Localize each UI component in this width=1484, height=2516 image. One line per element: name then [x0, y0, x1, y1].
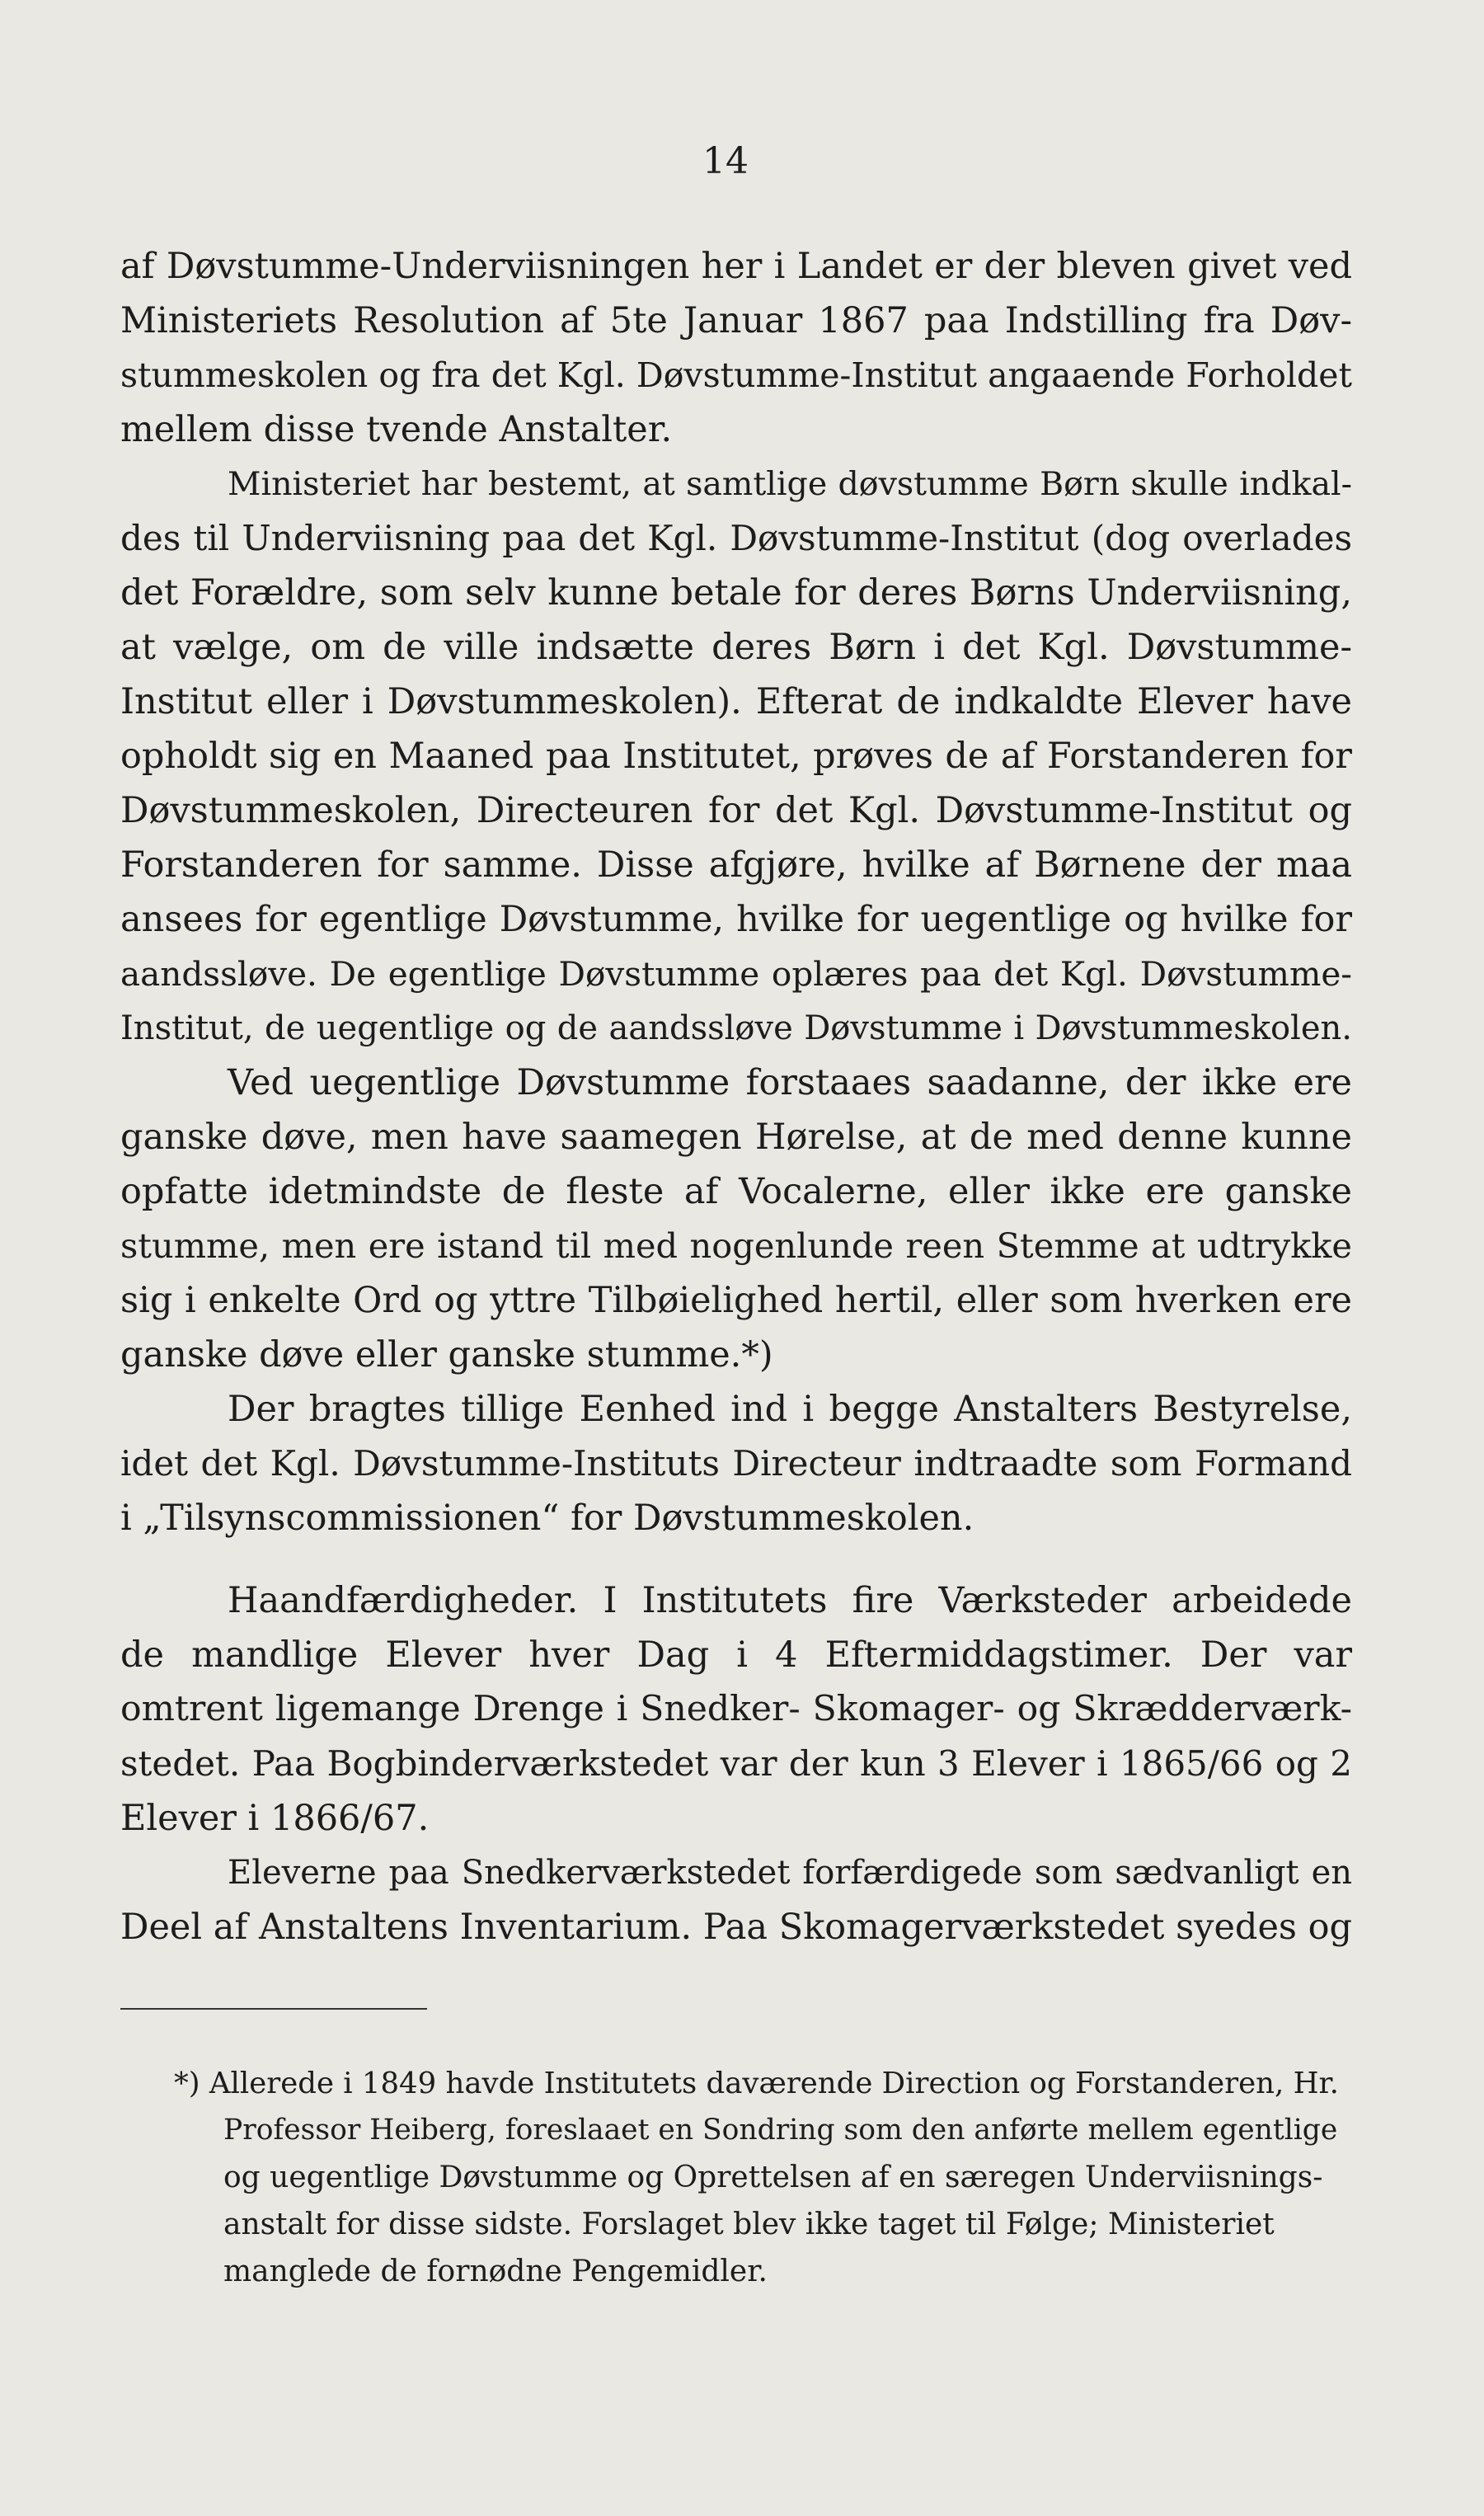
text-line: de mandlige Elever hver Dag i 4 Eftermiddagstimer. Der var [120, 1634, 1352, 1676]
text-line: des til Underviisning paa det Kgl. Døvstumme-Institut (dog overlades [120, 518, 1352, 558]
text-line: Institut eller i Døvstummeskolen). Efterat de indkaldte Elever have [120, 681, 1352, 722]
footnote-line: manglede de fornødne Pengemidler. [223, 2255, 768, 2288]
footnote-line: anstalt for disse sidste. Forslaget blev ikke taget til Følge; Ministeriet [223, 2208, 1275, 2241]
page-number: 14 [702, 140, 749, 182]
text-line: ganske døve, men have saamegen Hørelse, at de med denne kunne [120, 1117, 1352, 1158]
text-line: det Forældre, som selv kunne betale for deres Børns Underviisning, [120, 572, 1352, 614]
text-line: at vælge, om de ville indsætte deres Børn i det Kgl. Døvstumme- [120, 627, 1352, 668]
text-line: Forstanderen for samme. Disse afgjøre, hvilke af Børnene der maa [120, 844, 1352, 886]
text-line: omtrent ligemange Drenge i Snedker- Skomager- og Skrædderværk- [120, 1689, 1352, 1729]
text-line: mellem disse tvende Anstalter. [120, 409, 673, 450]
text-line: aandssløve. De egentlige Døvstumme oplæres paa det Kgl. Døvstumme- [120, 954, 1352, 994]
footnote-divider [120, 2008, 427, 2010]
text-line: Elever i 1866/67. [120, 1798, 430, 1839]
text-line: Ministeriets Resolution af 5te Januar 1867 paa Indstilling fra Døv- [120, 300, 1352, 341]
text-line: stedet. Paa Bogbinderværkstedet var der kun 3 Elever i 1865/66 og 2 [120, 1743, 1352, 1784]
footnote-line: Professor Heiberg, foreslaaet en Sondring som den anførte mellem egentlige [223, 2114, 1338, 2147]
footnote-line: *) Allerede i 1849 havde Institutets daværende Direction og Forstanderen, Hr. [174, 2067, 1339, 2100]
text-line: Deel af Anstaltens Inventarium. Paa Skomagerværkstedet syedes og [120, 1907, 1352, 1948]
text-line: ansees for egentlige Døvstumme, hvilke for uegentlige og hvilke for [120, 899, 1352, 940]
text-line: Døvstummeskolen, Directeuren for det Kgl. Døvstumme-Institut og [120, 790, 1352, 831]
text-line: af Døvstumme-Underviisningen her i Landet er der bleven givet ved [120, 246, 1352, 287]
text-line: opfatte idetmindste de fleste af Vocalerne, eller ikke ere ganske [120, 1171, 1352, 1212]
footnote [120, 2060, 1352, 2295]
text-line: stummeskolen og fra det Kgl. Døvstumme-Institut angaaende Forholdet [120, 355, 1352, 395]
text-line: opholdt sig en Maaned paa Institutet, prøves de af Forstanderen for [120, 736, 1352, 777]
text-line: Ministeriet har bestemt, at samtlige døvstumme Børn skulle indkal- [228, 465, 1352, 503]
text-line: Ved uegentlige Døvstumme forstaaes saadanne, der ikke ere [228, 1062, 1352, 1103]
body-text [120, 239, 1352, 1954]
text-line: i „Tilsynscommissionen“ for Døvstummeskolen. [120, 1498, 974, 1539]
footnote-line: og uegentlige Døvstumme og Oprettelsen af en særegen Underviisnings- [223, 2161, 1323, 2194]
text-line: Institut, de uegentlige og de aandssløve Døvstumme i Døvstummeskolen. [120, 1009, 1352, 1047]
text-line: Der bragtes tillige Eenhed ind i begge Anstalters Bestyrelse, [228, 1389, 1352, 1430]
text-line: Haandfærdigheder. I Institutets fire Værksteder arbeidede [228, 1580, 1352, 1621]
section-gap [120, 1545, 1352, 1573]
text-line: stumme, men ere istand til med nogenlunde reen Stemme at udtrykke [120, 1225, 1352, 1266]
text-line: idet det Kgl. Døvstumme-Instituts Directeur indtraadte som Formand [120, 1443, 1352, 1484]
text-line: ganske døve eller ganske stumme.*) [120, 1334, 773, 1376]
text-line: sig i enkelte Ord og yttre Tilbøielighed hertil, eller som hverken ere [120, 1280, 1352, 1321]
text-line: Eleverne paa Snedkerværkstedet forfærdigede som sædvanligt en [228, 1854, 1352, 1892]
